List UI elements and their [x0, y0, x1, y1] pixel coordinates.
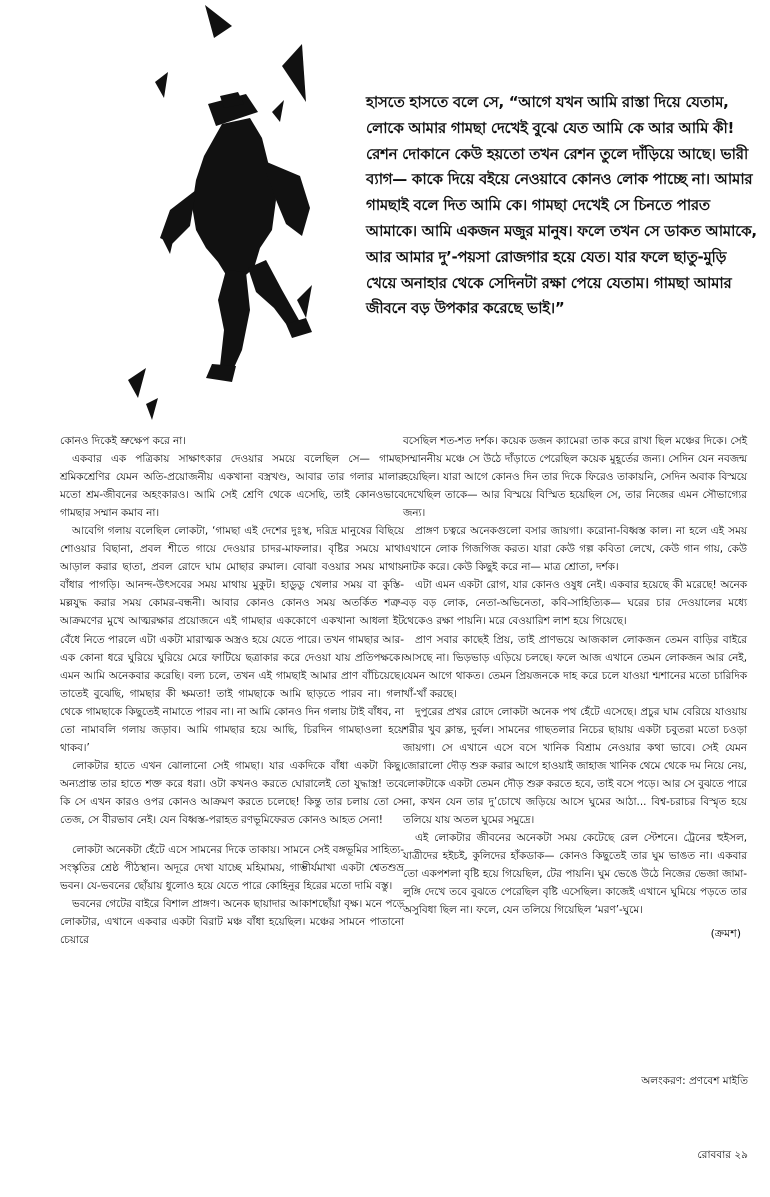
- pull-quote-text: হাসতে হাসতে বলে সে, “আগে যখন আমি রাস্তা দিয়ে যেতাম, লোকে আমার গামছা দেখেই বুঝে যেত আমি কে আর আমি কী! রেশন দোকানে কেউ হয়তো তখন রেশন তুলে দাঁড়িয়ে আছে। ভারী ব্যাগ— কাকে দিয়ে বইয়ে নেওয়াবে কোনও লোক পাচ্ছে না। আমার গামছাই বলে দিত আমি কে। গামছা দেখেই সে চিনতে পারত আমাকে। আমি একজন মজুর মানুষ। ফলে তখন সে ডাকত আমাকে, আর আমার দু’-পয়সা রোজগার হয়ে যেত। যার ফলে ছাতু-মুড়ি খেয়ে অনাহার থেকে সেদিনটা রক্ষা পেয়ে যেতাম। গামছা আমার জীবনে বড় উপকার করেছে ভাই।”: [366, 93, 757, 318]
- paragraph: এটা এমন একটা রোগ, যার কোনও ওষুধ নেই। একবার হয়েছে কী মরেছে! অনেক বড় বড় লোক, নেতা-অভিনেতা, কবি-সাহিত্যিক— ঘরের চার দেওয়ালের মধ্যে থেকেও রক্ষা পায়নি। মরে বেওয়ারিশ লাশ হয়ে গিয়েছে।: [403, 579, 747, 628]
- paragraph: ভবনের গেটের বাইরে বিশাল প্রাঙ্গণ। অনেক ছায়াদার আকাশছোঁয়া বৃক্ষ। মনে পড়ে লোকটার, এখানে একবার একটা বিরাট মঞ্চ বাঁধা হয়েছিল। মঞ্চের সামনে পাতানো চেয়ারে: [60, 898, 404, 947]
- paragraph: প্রাণ সবার কাছেই প্রিয়, তাই প্রাণভয়ে আজকাল লোকজন তেমন বাড়ির বাইরে আসছে না। ভিড়ভাড় এড়িয়ে চলছে। ফলে আজ এখানে তেমন লোকজন আর নেই, যেমন আগে থাকত। তেমন প্রিয়জনকে দাহ করে চলে যাওয়া শ্মশানের মতো চারিদিক খাঁ-খাঁ করছে।: [403, 633, 747, 700]
- left-column: [60, 432, 404, 949]
- paragraph: লোকটার হাতে এখন ঝোলানো সেই গামছা। যার একদিকে বাঁধা একটা কিছু। অন্যপ্রান্ত তার হাতে শক্ত করে ধরা। ওটা কখনও করতে ঘোরালেই তো যুদ্ধাস্ত্র! তবে কি সে এখন কারও ওপর কোনও আক্রমণ করতে চলেছে! কিন্তু তার চলায় তো সে তেজ, সে বীরভাব নেই। যেন বিধ্বস্ত-পরাহত রণভূমিফেরত কোনও আহত সেনা!: [60, 759, 404, 826]
- illustration-credit: অলংকরণ: প্রণবেশ মাইতি: [641, 1075, 748, 1087]
- paragraph: বসেছিল শত-শত দর্শক। কয়েক ডজন ক্যামেরা তাক করে রাখা ছিল মঞ্চের দিকে। সেই সম্মাননীয় মঞ্চে সে উঠে দাঁড়াতে পেরেছিল কয়েক মুহূর্তের জন্য। সেদিন যেন নবজন্ম হয়েছিল। যারা আগে কোনও দিন তার দিকে ফিরেও তাকায়নি, সেদিন অবাক বিস্ময়ে দেখেছিল তাকে— আর বিস্ময়ে বিস্মিত হয়েছিল সে, তার নিজের এমন সৌভাগ্যের জন্য।: [403, 435, 747, 520]
- walking-man-silhouette-illustration: [0, 0, 360, 440]
- right-column: [403, 432, 747, 943]
- paragraph: দুপুরের প্রখর রোদে লোকটা অনেক পথ হেঁটে এসেছে। প্রচুর ঘাম বেরিয়ে যাওয়ায় শরীর খুব ক্লান্ত, দুর্বল। সামনের গাছতলার নিচের ছায়ায় একটা চবুতরা মতো চওড়া জায়গা। সে এখানে এসে বসে খানিক বিশ্রাম নেওয়ার কথা ভাবে। সেই যেমন জোরালো দৌড় শুরু করার আগে হাওয়াই জাহাজ খানিক থেমে থেকে দম নিয়ে নেয়, লোকটাকে একটা তেমন দৌড় শুরু করতে হবে, তাই বসে পড়ে। আর সে বুঝতে পারে না, কখন যেন তার দু’চোখে জড়িয়ে আসে ঘুমের আঠা... বিশ্ব-চরাচর বিস্মৃত হয়ে তলিয়ে যায় অতল ঘুমের সমুদ্রে।: [403, 705, 747, 826]
- paragraph: একবার এক পত্রিকায় সাক্ষাৎকার দেওয়ার সময়ে বলেছিল সে— গামছা শ্রমিকশ্রেণির যেমন অতি-প্রয়োজনীয় একখানা বস্ত্রখণ্ড, আবার তার গলার মালার মতো শ্রম-জীবনের অহংকারও। আমি সেই শ্রেণি থেকে এসেছি, তাই কোনওভাবে গামছার সম্মান কমাব না।: [60, 453, 404, 520]
- pull-quote: [366, 90, 761, 322]
- paragraph: প্রাঙ্গণ চত্বরে অনেকগুলো বসার জায়গা। করোনা-বিধ্বস্ত কাল। না হলে এই সময় এখানে লোক গিজগিজ করত। যারা কেউ গল্প কবিতা লেখে, কেউ গান গায়, কেউ নাটক করে। কেউ কিছুই করে না— মাত্র শ্রোতা, দর্শক।: [403, 525, 747, 574]
- paragraph: এই লোকটার জীবনের অনেকটা সময় কেটেছে রেল স্টেশনে। ট্রেনের হুইসল, যাত্রীদের হইচই, কুলিদের হাঁকডাক— কোনও কিছুতেই তার ঘুম ভাঙত না। একবার তো একপশলা বৃষ্টি হয়ে গিয়েছিল, টের পায়নি। ঘুম ভেঙে উঠে নিজের ভেজা জামা-লুঙ্গি দেখে তবে বুঝতে পেরেছিল বৃষ্টি এসেছিল। কাজেই এখানে ঘুমিয়ে পড়তে তার অসুবিধা ছিল না। ফলে, যেন তলিয়ে গিয়েছিল ‘মরণ’-ঘুমে।: [403, 832, 747, 917]
- paragraph: কোনও দিকেই ভ্রুক্ষেপ করে না।: [60, 435, 186, 447]
- paragraph: লোকটা অনেকটা হেঁটে এসে সামনের দিকে তাকায়। সামনে সেই বঙ্গভূমির সাহিত্য-সংস্কৃতির শ্রেষ্ঠ পীঠস্থান। অদূরে দেখা যাচ্ছে মহিমাময়, গাম্ভীর্যমাখা একটা শ্বেতশুভ্র ভবন। যে-ভবনের ছোঁয়ায় ধুলোও হয়ে যেতে পারে কোহিনুর হিরের মতো দামি বস্তু।: [60, 844, 404, 893]
- page-folio: রোববার ২৯: [697, 1149, 748, 1161]
- continued-marker: (ক্রমশ): [710, 927, 741, 941]
- paragraph: আবেগি গলায় বলেছিল লোকটা, ‘গামছা এই দেশের দুঃস্থ, দরিদ্র মানুষের বিছিয়ে শোওয়ার বিছানা, প্রবল শীতে গায়ে দেওয়ার চাদর-মাফলার। বৃষ্টির সময়ে মাথা আড়াল করার ছাতা, প্রবল রোদে ঘাম মোছার রুমাল। বোঝা বওয়ার সময় মাথায় বাঁধার পাগড়ি। আনন্দ-উৎসবের সময় মাথায় মুকুট। হাডুডু খেলার সময় বা কুস্তি-মল্লযুদ্ধ করার সময় কোমর-বন্ধনী। আবার কোনও কোনও সময় অতর্কিত শত্রু-আক্রমণের মুখে আত্মরক্ষার প্রয়োজনে এই গামছার এককোণে একখানা আধলা ইট বেঁধে নিতে পারলে এটা একটা মারাত্মক অস্ত্রও হয়ে যেতে পারে। তখন গামছার আর-এক কোনা ধরে ঘুরিয়ে ঘুরিয়ে মেরে ফাটিয়ে ছত্রাকার করে দেওয়া যায় প্রতিপক্ষকে। এমন আমি অনেকবার করেছি। বল্য চলে, তখন এই গামছাই আমার প্রাণ বাঁচিয়েছে। তাতেই বুঝেছি, গামছার কী ক্ষমতা! তাই গামছাকে আমি ছাড়তে পারব না। গলা থেকে গামছাকে কিছুতেই নামাতে পারব না। না আমি কোনও দিন গলায় টাই বাঁধব, না তো নামাবলি গলায় জড়াব। আমি গামছার হয়ে আছি, চিরদিন গামছাওলা হয়ে থাকব।’: [60, 525, 404, 754]
- paragraph-gap: [60, 829, 404, 841]
